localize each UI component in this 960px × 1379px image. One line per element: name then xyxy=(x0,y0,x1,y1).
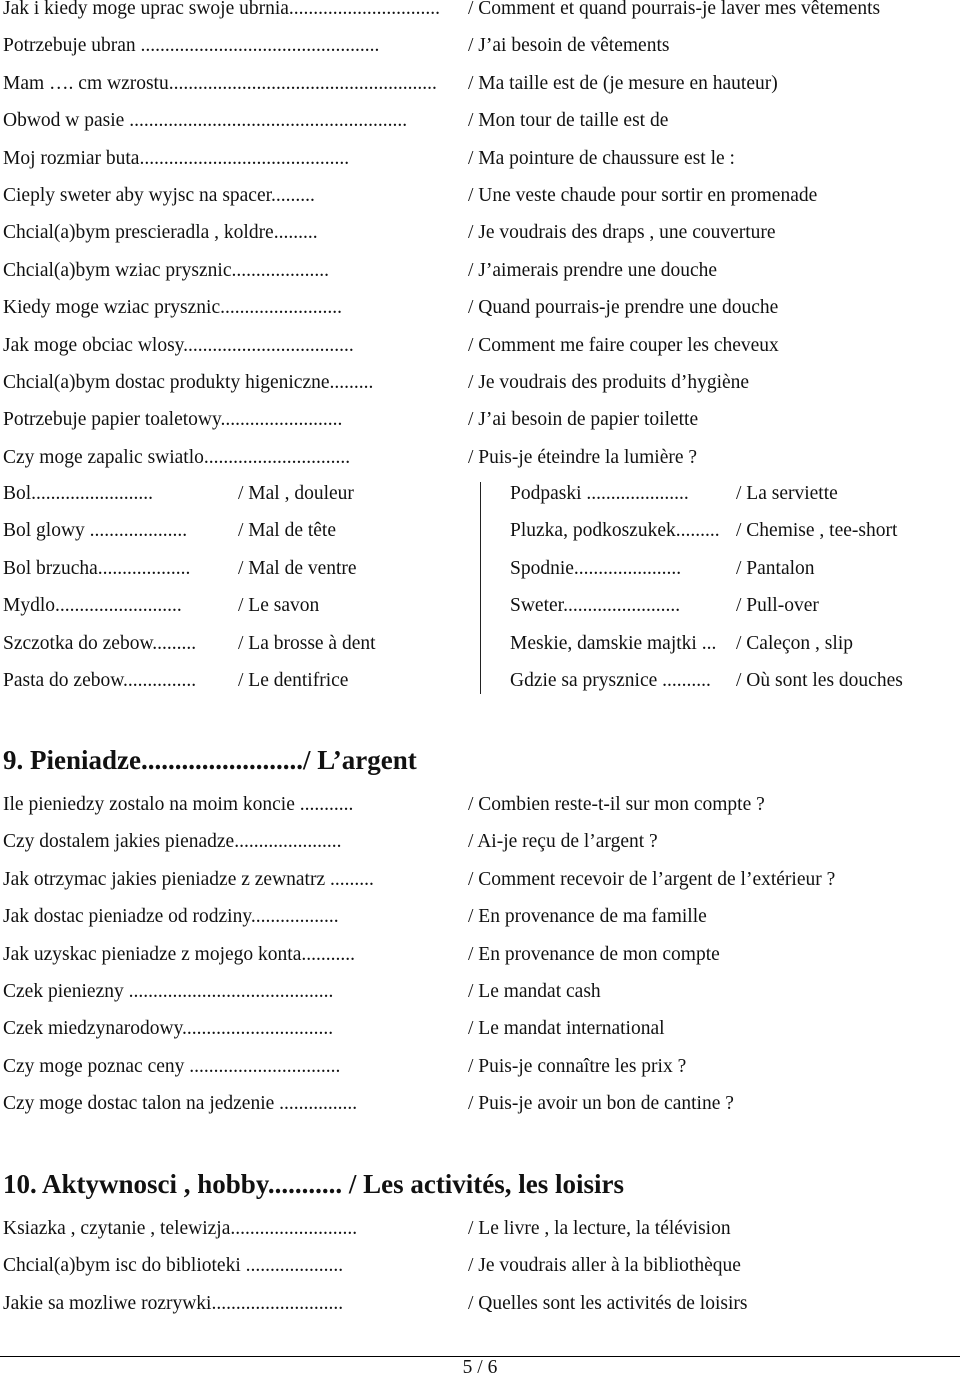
polish-phrase: Bol......................... xyxy=(3,483,154,504)
polish-phrase: Pasta do zebow............... xyxy=(3,670,197,691)
polish-phrase: Mam …. cm wzrostu....................................................... xyxy=(3,72,437,94)
french-translation: / J’aimerais prendre une douche xyxy=(468,259,718,281)
french-translation: / Mal de tête xyxy=(238,520,337,542)
french-translation: / En provenance de ma famille xyxy=(468,906,707,928)
french-translation: / Puis-je connaître les prix ? xyxy=(468,1055,687,1077)
french-translation: / Puis-je éteindre la lumière ? xyxy=(468,446,698,468)
polish-phrase: Jak dostac pieniadze od rodziny.................. xyxy=(3,906,339,928)
polish-phrase: Chcial(a)bym dostac produkty higeniczne......... xyxy=(3,372,374,393)
page-number: 5 / 6 xyxy=(462,1357,498,1378)
polish-phrase: Czy dostalem jakies pienadze...................... xyxy=(3,831,342,853)
french-translation: / Le mandat cash xyxy=(468,981,601,1002)
french-translation: / Le dentifrice xyxy=(238,670,349,691)
column-divider xyxy=(480,482,481,694)
polish-phrase: Czy moge poznac ceny ............................... xyxy=(3,1055,341,1077)
french-translation: / Où sont les douches xyxy=(736,670,903,691)
polish-phrase: Cieply sweter aby wyjsc na spacer......... xyxy=(3,185,315,206)
polish-phrase: Czy moge zapalic swiatlo.............................. xyxy=(3,446,351,468)
polish-phrase: Podpaski ..................... xyxy=(510,483,689,504)
polish-phrase: Ile pieniedzy zostalo na moim koncie ........... xyxy=(3,794,354,815)
polish-phrase: Szczotka do zebow......... xyxy=(3,632,197,654)
polish-phrase: Kiedy moge wziac prysznic......................... xyxy=(3,297,343,319)
polish-phrase: Jak uzyskac pieniadze z mojego konta........... xyxy=(3,943,355,965)
polish-phrase: Czek miedzynarodowy............................... xyxy=(3,1018,334,1040)
polish-phrase: Jak moge obciac wlosy................................... xyxy=(3,334,354,356)
polish-phrase: Jak otrzymac jakies pieniadze z zewnatrz ......... xyxy=(3,868,374,890)
french-translation: / Comment et quand pourrais-je laver mes vêtements xyxy=(468,0,881,19)
polish-phrase: Obwod w pasie ......................................................... xyxy=(3,110,408,132)
polish-phrase: Czy moge dostac talon na jedzenie ................ xyxy=(3,1093,358,1115)
french-translation: / Le livre , la lecture, la télévision xyxy=(468,1218,731,1239)
french-translation: / Mal de ventre xyxy=(238,557,357,579)
polish-phrase: Chcial(a)bym isc do biblioteki .................... xyxy=(3,1255,344,1277)
polish-phrase: Sweter........................ xyxy=(510,595,681,617)
french-translation: / Puis-je avoir un bon de cantine ? xyxy=(468,1093,734,1115)
french-translation: / En provenance de mon compte xyxy=(468,943,720,965)
polish-phrase: Chcial(a)bym prescieradla , koldre......... xyxy=(3,222,318,244)
french-translation: / Combien reste-t-il sur mon compte ? xyxy=(468,794,765,815)
french-translation: / Mal , douleur xyxy=(238,483,354,504)
french-translation: / Chemise , tee-short xyxy=(736,520,898,542)
french-translation: / Ma taille est de (je mesure en hauteur) xyxy=(468,72,778,94)
polish-phrase: Moj rozmiar buta........................................... xyxy=(3,147,350,169)
polish-phrase: Gdzie sa prysznice .......... xyxy=(510,670,711,691)
polish-phrase: Chcial(a)bym wziac prysznic.................... xyxy=(3,259,329,281)
section-10-heading: 10. Aktywnosci , hobby........... / Les activités, les loisirs xyxy=(3,1169,625,1199)
section-9-heading: 9. Pieniadze......................../ L’argent xyxy=(3,745,417,775)
french-translation: / Le savon xyxy=(238,595,320,617)
polish-phrase: Spodnie...................... xyxy=(510,557,682,579)
polish-phrase: Czek pieniezny .......................................... xyxy=(3,981,334,1002)
polish-phrase: Pluzka, podkoszukek......... xyxy=(510,520,720,542)
french-translation: / J’ai besoin de papier toilette xyxy=(468,409,699,431)
french-translation: / La brosse à dent xyxy=(238,632,376,654)
french-translation: / La serviette xyxy=(736,483,838,504)
french-translation: / Caleçon , slip xyxy=(736,632,853,654)
polish-phrase: Bol brzucha................... xyxy=(3,557,191,579)
polish-phrase: Potrzebuje ubran ................................................. xyxy=(3,35,380,57)
french-translation: / Pantalon xyxy=(736,557,815,579)
polish-phrase: Bol glowy .................... xyxy=(3,520,188,542)
french-translation: / Comment recevoir de l’argent de l’extérieur ? xyxy=(468,868,836,890)
french-translation: / Le mandat international xyxy=(468,1018,665,1040)
french-translation: / Une veste chaude pour sortir en promenade xyxy=(468,185,818,206)
polish-phrase: Jak i kiedy moge uprac swoje ubrnia............................... xyxy=(3,0,441,19)
french-translation: / Pull-over xyxy=(736,595,819,617)
french-translation: / Quand pourrais-je prendre une douche xyxy=(468,297,779,319)
french-translation: / Ai-je reçu de l’argent ? xyxy=(468,831,658,853)
polish-phrase: Potrzebuje papier toaletowy......................... xyxy=(3,409,343,431)
polish-phrase: Mydlo.......................... xyxy=(3,595,182,617)
french-translation: / Je voudrais aller à la bibliothèque xyxy=(468,1255,741,1277)
french-translation: / J’ai besoin de vêtements xyxy=(468,35,670,57)
polish-phrase: Ksiazka , czytanie , telewizja.......................... xyxy=(3,1218,358,1239)
french-translation: / Quelles sont les activités de loisirs xyxy=(468,1292,748,1314)
polish-phrase: Meskie, damskie majtki ... xyxy=(510,632,717,654)
polish-phrase: Jakie sa mozliwe rozrywki........................... xyxy=(3,1292,344,1314)
french-translation: / Comment me faire couper les cheveux xyxy=(468,334,779,356)
french-translation: / Mon tour de taille est de xyxy=(468,110,669,132)
french-translation: / Je voudrais des draps , une couverture xyxy=(468,222,776,244)
french-translation: / Je voudrais des produits d’hygiène xyxy=(468,372,750,393)
french-translation: / Ma pointure de chaussure est le : xyxy=(468,147,735,169)
